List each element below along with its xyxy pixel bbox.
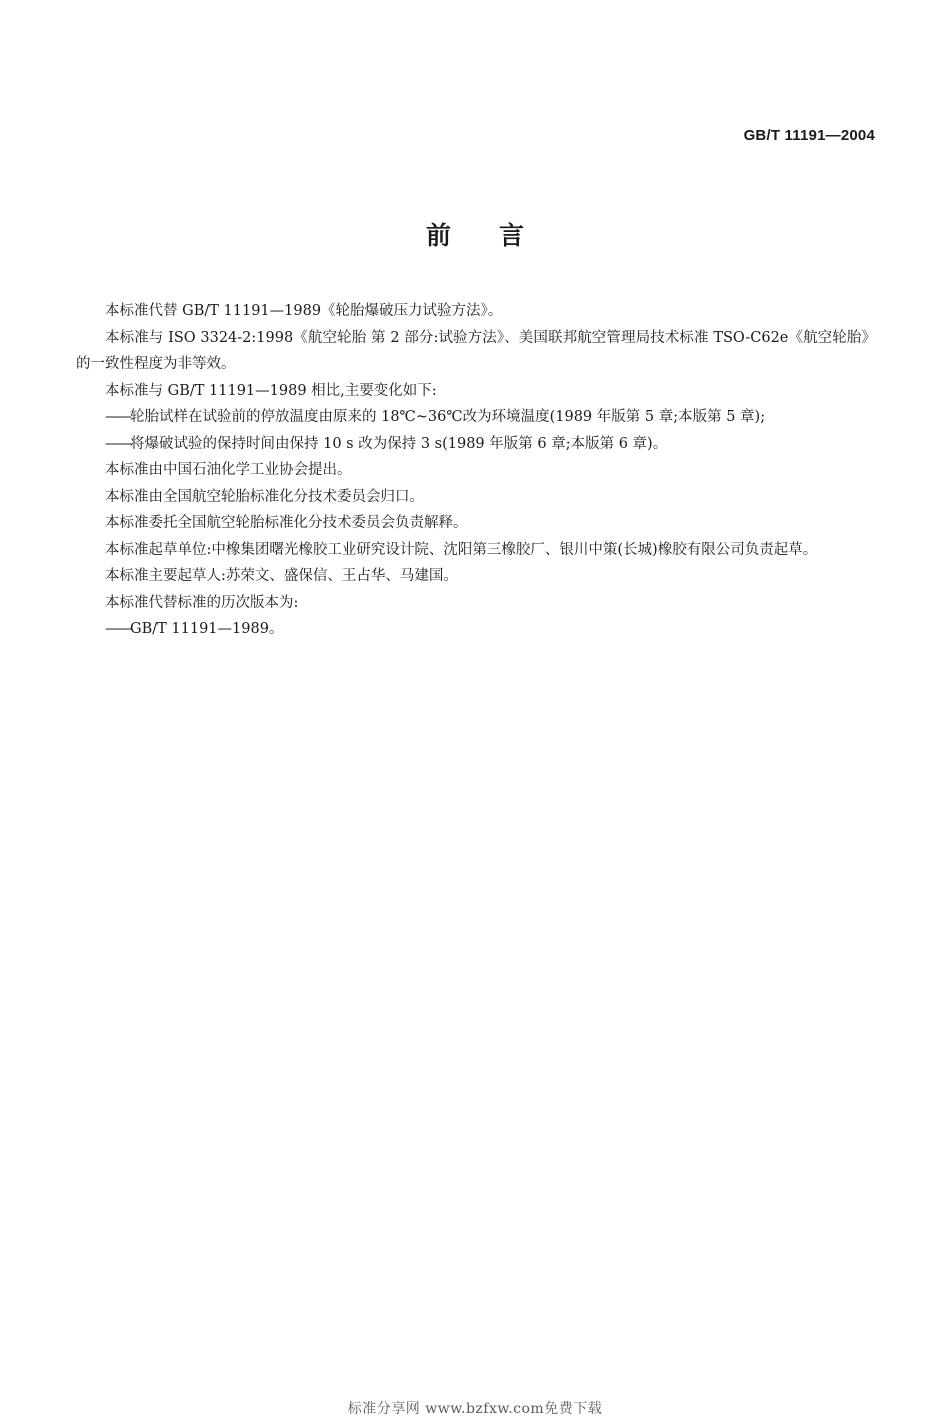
change-item	[76, 431, 876, 458]
paragraph-previous-versions: 本标准代替标准的历次版本为:	[105, 594, 299, 611]
paragraph-interpreted-by: 本标准委托全国航空轮胎标准化分技术委员会负责解释。	[105, 515, 468, 531]
dash-marker: ——	[105, 621, 130, 637]
previous-version-text: GB/T 11191—1989。	[130, 621, 284, 637]
standard-number: GB/T 11191—2004	[743, 127, 875, 144]
page-title: 前言	[425, 221, 572, 250]
footer-watermark: 标准分享网 www.bzfxw.com免费下载	[347, 1401, 603, 1417]
change-item-text: 轮胎试样在试验前的停放温度由原来的 18℃~36℃改为环境温度(1989 年版第 5 章;本版第 5 章);	[130, 409, 766, 425]
paragraph-replaces: 本标准代替 GB/T 11191—1989《轮胎爆破压力试验方法》。	[105, 303, 503, 319]
paragraph-drafters: 本标准主要起草人:苏荣文、盛保信、王占华、马建国。	[105, 568, 458, 584]
dash-marker: ——	[105, 435, 130, 452]
change-item-text: 将爆破试验的保持时间由保持 10 s 改为保持 3 s(1989 年版第 6 章;本版第 6 章)。	[130, 435, 668, 452]
foreword-body	[76, 298, 876, 643]
change-item	[76, 404, 876, 431]
paragraph-changes-intro: 本标准与 GB/T 11191—1989 相比,主要变化如下:	[105, 382, 437, 399]
paragraph-drafting-units: 本标准起草单位:中橡集团曙光橡胶工业研究设计院、沈阳第三橡胶厂、银川中策(长城)橡胶有限公司负责起草。	[105, 541, 818, 558]
dash-marker: ——	[105, 409, 130, 425]
paragraph-proposed-by: 本标准由中国石油化学工业协会提出。	[105, 462, 352, 478]
paragraph-centralized-by: 本标准由全国航空轮胎标准化分技术委员会归口。	[105, 488, 424, 505]
paragraph-consistency: 本标准与 ISO 3324-2:1998《航空轮胎 第 2 部分:试验方法》、美国联邦航空管理局技术标准 TSO-C62e《航空轮胎》的一致性程度为非等效。	[76, 329, 876, 372]
previous-version-item	[76, 616, 876, 643]
